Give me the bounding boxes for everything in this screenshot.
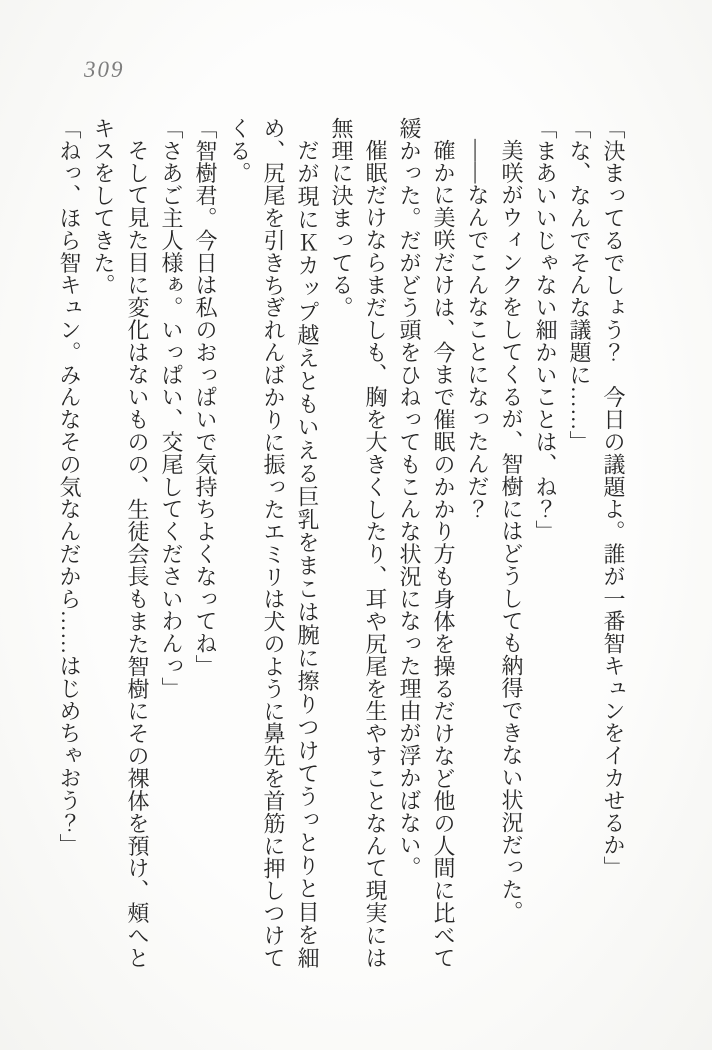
paragraph-7: 催眠だけならまだしも、胸を大きくしたり、耳や尻尾を生やすことなんて現実には無理に決まってる。 xyxy=(329,117,388,969)
paragraph-8: だが現にＫカップ越えともいえる巨乳をまこは腕に擦りつけてうっとりと目を細め、尻尾を引きちぎれんばかりに振ったエミリは犬のように鼻先を首筋に押しつけてくる。 xyxy=(227,117,320,969)
paragraph-2: 「な、なんでそんな議題に……」 xyxy=(567,117,592,453)
paragraph-3: 「まあいいじゃない細かいことは、ね？」 xyxy=(533,117,558,543)
text-column-block xyxy=(52,117,630,969)
paragraph-1: 「決まってるでしょう？ 今日の議題よ。誰が一番智キュンをイカせるか」 xyxy=(601,117,626,879)
paragraph-10: 「さあご主人様ぁ。いっぱい、交尾してくださいわんっ」 xyxy=(159,117,184,700)
paragraph-5: ――なんでこんなことになったんだ？ xyxy=(465,139,490,520)
paragraph-6: 確かに美咲だけは、今まで催眠のかかり方も身体を操るだけなど他の人間に比べて緩かった。だがどう頭をひねってもこんな状況になった理由が浮かばない。 xyxy=(397,117,456,969)
paragraph-11: そして見た目に変化はないものの、生徒会長もまた智樹にその裸体を預け、頰へとキスをしてきた。 xyxy=(91,117,150,969)
page-number: 309 xyxy=(84,57,125,82)
paragraph-4: 美咲がウィンクをしてくるが、智樹にはどうしても納得できない状況だった。 xyxy=(499,139,524,923)
paragraph-12: 「ねっ、ほら智キュン。みんなその気なんだから……はじめちゃおう？」 xyxy=(57,117,82,857)
paragraph-9: 「智樹君。今日は私のおっぱいで気持ちよくなってね」 xyxy=(193,117,218,677)
